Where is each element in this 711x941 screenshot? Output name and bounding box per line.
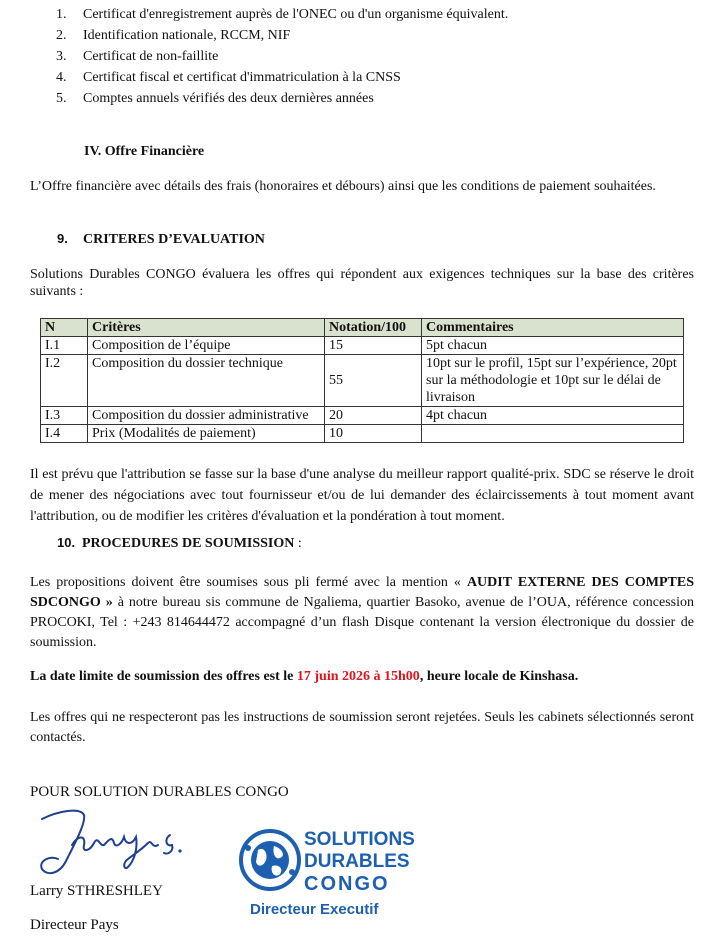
deadline-date: 17 juin 2026 à 15h00 (296, 669, 420, 684)
column-header: N (41, 319, 88, 337)
table-cell: 10pt sur le profil, 15pt sur l’expérience, 20pt sur la méthodologie et 10pt sur le délai de livraison (422, 355, 684, 407)
table-cell: 15 (325, 337, 422, 355)
section-title: CRITERES D’EVALUATION (83, 232, 265, 247)
list-item: 3. Certificat de non-faillite (56, 49, 219, 64)
table-cell: I.1 (41, 337, 88, 355)
stamp-line: CONGO (304, 873, 390, 895)
list-item: 1. Certificat d'enregistrement auprès de l'ONEC ou d'un organisme équivalent. (56, 7, 509, 22)
section-9-heading (57, 230, 265, 248)
signatory-name: Larry STHRESHLEY (30, 883, 163, 899)
table-cell: I.2 (41, 355, 88, 407)
table-cell (422, 425, 684, 443)
list-item: 5. Comptes annuels vérifiés des deux dernières années (56, 91, 374, 106)
table-cell: Composition du dossier administrative (88, 407, 325, 425)
section-number: 10. (57, 535, 76, 550)
stamp-line: SOLUTIONS (304, 829, 415, 850)
section-number: 9. (57, 231, 68, 246)
table-cell: I.3 (41, 407, 88, 425)
section-9-after: Il est prévu que l'attribution se fasse sur la base d'une analyse du meilleur rapport qualité-prix. SDC se réserve le droit de mener des négociations avec tout fournisseur et/ou de lui demander des éclaircissements à tout moment avant l'attribution, ou de modifier les critères d'évaluation et la pondération à tout moment. (30, 467, 694, 524)
table-row (41, 407, 684, 425)
table-cell: Prix (Modalités de paiement) (88, 425, 325, 443)
list-item: 2. Identification nationale, RCCM, NIF (56, 28, 291, 43)
column-header: Critères (88, 319, 325, 337)
table-row (41, 425, 684, 443)
table-cell: I.4 (41, 425, 88, 443)
section-10-heading: 10. PROCEDURES DE SOUMISSION : (57, 535, 302, 551)
deadline-paragraph: La date limite de soumission des offres est le 17 juin 2026 à 15h00, heure locale de Kinshasa. (30, 669, 579, 684)
table-header-row (41, 319, 684, 337)
table-row (41, 337, 684, 355)
section-iv-text: L’Offre financière avec détails des frais (honoraires et débours) ainsi que les conditions de paiement souhaitées. (30, 179, 656, 194)
column-header: Notation/100 (325, 319, 422, 337)
submission-paragraph: Les propositions doivent être soumises sous pli fermé avec la mention « AUDIT EXTERNE DES COMPTES SDCONGO » à notre bureau sis commune de Ngaliema, quartier Basoko, avenue de l’OUA, référence concession PROCOKI, Tel : +243 814644472 accompagné d’un flash Disque contenant la version électronique du dossier de soumission. (30, 575, 695, 650)
company-stamp (238, 820, 438, 924)
signatory-role: Directeur Pays (30, 917, 119, 933)
signature-for-line: POUR SOLUTION DURABLES CONGO (30, 784, 289, 800)
table-cell: 20 (325, 407, 422, 425)
table-cell: Composition de l’équipe (88, 337, 325, 355)
section-9-intro: Solutions Durables CONGO évaluera les offres qui répondent aux exigences techniques sur la base des critères suivants : (30, 267, 694, 299)
table-cell: 5pt chacun (422, 337, 684, 355)
stamp-title: Directeur Executif (250, 901, 379, 918)
handwritten-signature (28, 805, 208, 885)
globe-logo-icon (238, 828, 302, 892)
section-title: PROCEDURES DE SOUMISSION (82, 536, 295, 551)
criteria-table (40, 318, 684, 443)
rejection-paragraph: Les offres qui ne respecteront pas les instructions de soumission seront rejetées. Seuls les cabinets sélectionnés seront contactés. (30, 710, 694, 745)
list-item: 4. Certificat fiscal et certificat d'immatriculation à la CNSS (56, 70, 401, 85)
section-iv-heading: IV. Offre Financière (84, 144, 205, 159)
table-cell: 4pt chacun (422, 407, 684, 425)
table-cell: Composition du dossier technique (88, 355, 325, 407)
table-row (41, 355, 684, 407)
table-cell: 10 (325, 425, 422, 443)
stamp-line: DURABLES (304, 851, 410, 872)
table-cell: 55 (325, 355, 422, 407)
column-header: Commentaires (422, 319, 684, 337)
